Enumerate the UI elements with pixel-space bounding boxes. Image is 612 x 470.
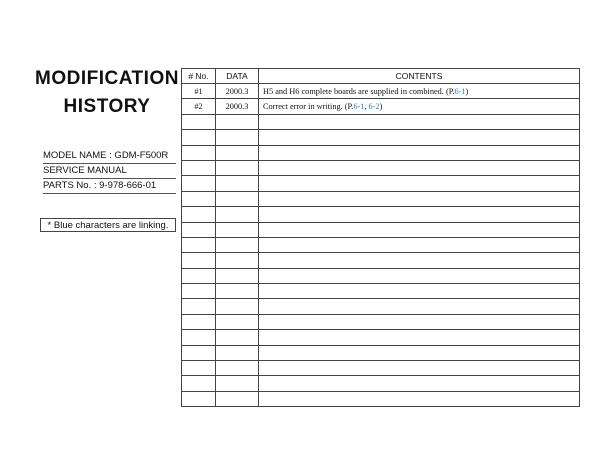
table-row-empty bbox=[182, 268, 580, 283]
empty-cell-date bbox=[216, 391, 259, 406]
table-row-empty bbox=[182, 253, 580, 268]
row-number: #1 bbox=[182, 84, 216, 99]
empty-cell-contents bbox=[259, 145, 580, 160]
empty-cell-no bbox=[182, 376, 216, 391]
empty-cell-no bbox=[182, 284, 216, 299]
empty-cell-no bbox=[182, 160, 216, 175]
empty-cell-no bbox=[182, 299, 216, 314]
table-row-empty bbox=[182, 299, 580, 314]
title-line-history: HISTORY bbox=[63, 96, 151, 117]
empty-cell-date bbox=[216, 330, 259, 345]
row-number: #2 bbox=[182, 99, 216, 114]
empty-cell-no bbox=[182, 207, 216, 222]
table-row-empty bbox=[182, 345, 580, 360]
table-row-empty bbox=[182, 114, 580, 129]
empty-cell-no bbox=[182, 268, 216, 283]
page-link[interactable]: 6-1 bbox=[353, 102, 365, 112]
empty-cell-contents bbox=[259, 391, 580, 406]
table-row-empty bbox=[182, 284, 580, 299]
empty-cell-contents bbox=[259, 314, 580, 329]
table-row bbox=[182, 99, 580, 114]
table-row-empty bbox=[182, 222, 580, 237]
empty-cell-date bbox=[216, 253, 259, 268]
empty-cell-date bbox=[216, 114, 259, 129]
column-header-date: DATA bbox=[216, 69, 259, 84]
table-row-empty bbox=[182, 191, 580, 206]
empty-cell-contents bbox=[259, 299, 580, 314]
empty-cell-contents bbox=[259, 191, 580, 206]
empty-cell-contents bbox=[259, 130, 580, 145]
row-date: 2000.3 bbox=[216, 99, 259, 114]
empty-cell-no bbox=[182, 176, 216, 191]
contents-text-after: ) bbox=[379, 102, 383, 112]
manual-type: SERVICE MANUAL bbox=[43, 164, 176, 179]
empty-cell-contents bbox=[259, 160, 580, 175]
empty-cell-date bbox=[216, 345, 259, 360]
empty-cell-contents bbox=[259, 176, 580, 191]
table-row-empty bbox=[182, 314, 580, 329]
table-row-empty bbox=[182, 237, 580, 252]
empty-cell-contents bbox=[259, 237, 580, 252]
column-header-no: # No. bbox=[182, 69, 216, 84]
empty-cell-date bbox=[216, 145, 259, 160]
contents-text: Correct error in writing. (P. bbox=[263, 102, 354, 112]
empty-cell-contents bbox=[259, 222, 580, 237]
empty-cell-contents bbox=[259, 114, 580, 129]
contents-text: H5 and H6 complete boards are supplied in combined. (P. bbox=[263, 86, 455, 96]
row-contents bbox=[259, 99, 580, 114]
empty-cell-no bbox=[182, 237, 216, 252]
table-row-empty bbox=[182, 130, 580, 145]
empty-cell-date bbox=[216, 361, 259, 376]
table-row-empty bbox=[182, 376, 580, 391]
table-row-empty bbox=[182, 330, 580, 345]
empty-cell-date bbox=[216, 268, 259, 283]
page-link[interactable]: 6-2 bbox=[368, 102, 380, 112]
model-name: MODEL NAME : GDM-F500R bbox=[43, 149, 176, 164]
empty-cell-no bbox=[182, 191, 216, 206]
table-row-empty bbox=[182, 145, 580, 160]
empty-cell-no bbox=[182, 314, 216, 329]
empty-cell-no bbox=[182, 114, 216, 129]
empty-cell-contents bbox=[259, 330, 580, 345]
empty-cell-no bbox=[182, 361, 216, 376]
contents-text-after: ) bbox=[465, 86, 469, 96]
column-header-contents: CONTENTS bbox=[259, 69, 580, 84]
empty-cell-date bbox=[216, 237, 259, 252]
empty-cell-date bbox=[216, 222, 259, 237]
empty-cell-date bbox=[216, 191, 259, 206]
empty-cell-contents bbox=[259, 361, 580, 376]
empty-cell-contents bbox=[259, 253, 580, 268]
link-note: * Blue characters are linking. bbox=[40, 218, 176, 232]
empty-cell-contents bbox=[259, 284, 580, 299]
title-line-modification: MODIFICATION bbox=[35, 68, 179, 89]
empty-cell-no bbox=[182, 222, 216, 237]
table-row-empty bbox=[182, 361, 580, 376]
empty-cell-contents bbox=[259, 268, 580, 283]
empty-cell-no bbox=[182, 130, 216, 145]
empty-cell-contents bbox=[259, 345, 580, 360]
empty-cell-date bbox=[216, 130, 259, 145]
empty-cell-date bbox=[216, 314, 259, 329]
empty-cell-contents bbox=[259, 376, 580, 391]
row-contents bbox=[259, 84, 580, 99]
empty-cell-no bbox=[182, 391, 216, 406]
table-row-empty bbox=[182, 391, 580, 406]
empty-cell-no bbox=[182, 145, 216, 160]
empty-cell-no bbox=[182, 330, 216, 345]
row-date: 2000.3 bbox=[216, 84, 259, 99]
table-row-empty bbox=[182, 176, 580, 191]
empty-cell-date bbox=[216, 299, 259, 314]
empty-cell-date bbox=[216, 207, 259, 222]
empty-cell-date bbox=[216, 176, 259, 191]
empty-cell-date bbox=[216, 284, 259, 299]
contents-separator: , bbox=[364, 102, 369, 112]
empty-cell-contents bbox=[259, 207, 580, 222]
table-row-empty bbox=[182, 160, 580, 175]
modification-history-table bbox=[181, 68, 580, 407]
empty-cell-no bbox=[182, 253, 216, 268]
table-row bbox=[182, 84, 580, 99]
parts-number: PARTS No. : 9-978-666-01 bbox=[43, 179, 176, 194]
table-header-row bbox=[182, 69, 580, 84]
empty-cell-no bbox=[182, 345, 216, 360]
empty-cell-date bbox=[216, 376, 259, 391]
page-link[interactable]: 6-1 bbox=[454, 86, 466, 96]
table-row-empty bbox=[182, 207, 580, 222]
empty-cell-date bbox=[216, 160, 259, 175]
